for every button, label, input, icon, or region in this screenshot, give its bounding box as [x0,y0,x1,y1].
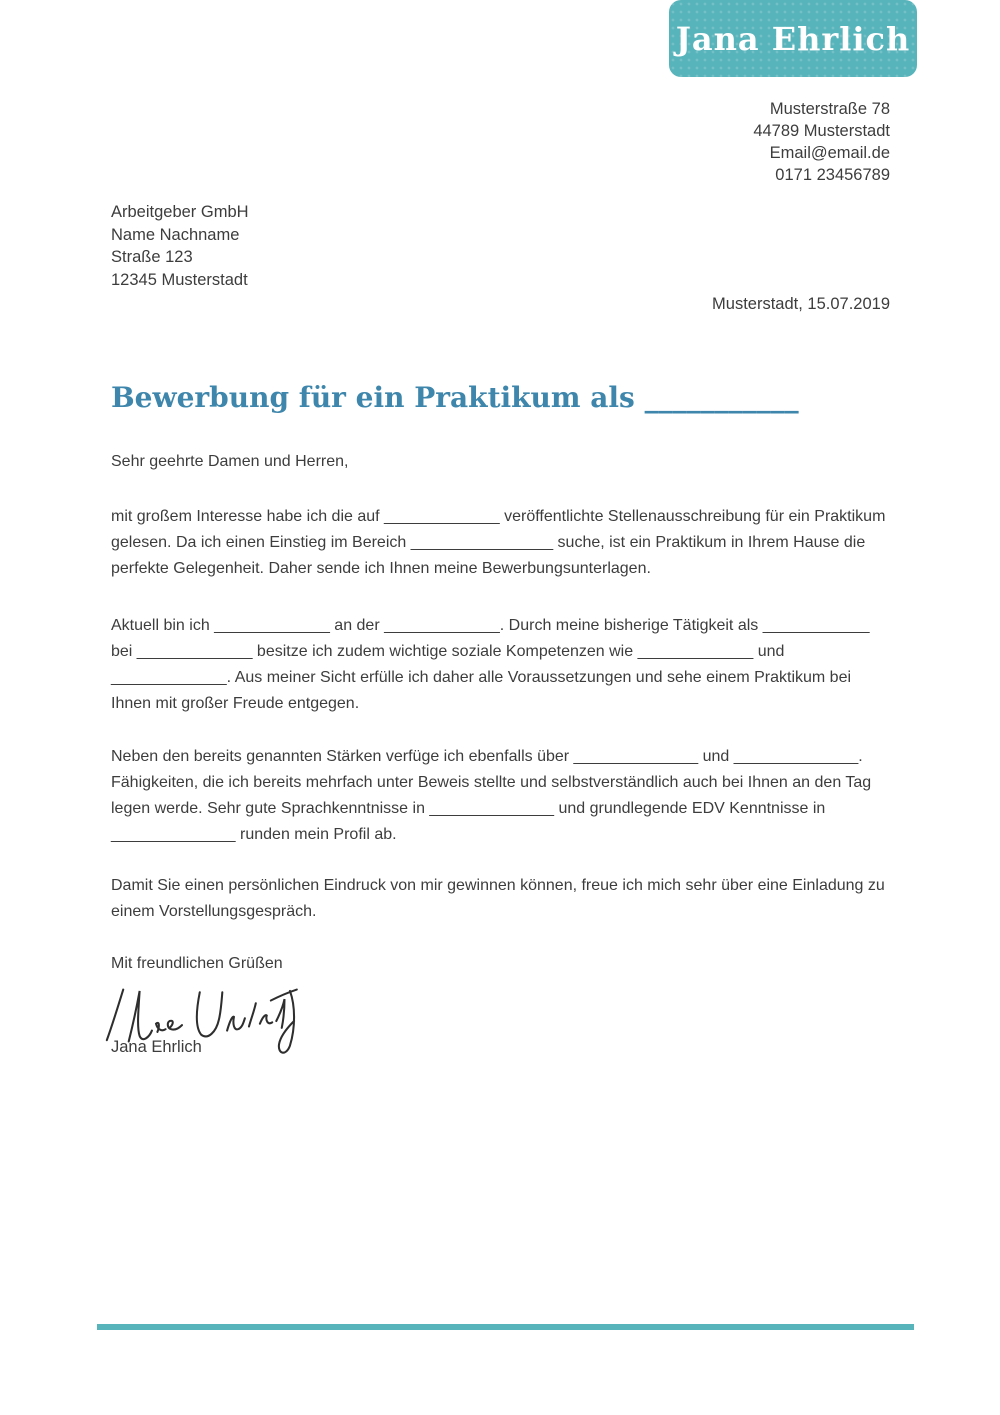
sender-name-box [669,0,917,77]
subject-heading: Bewerbung für ein Praktikum als ___________ [111,381,799,414]
signature-name: Jana Ehrlich [111,1038,202,1056]
recipient-line: 12345 Musterstadt [111,270,248,289]
date-line: Musterstadt, 15.07.2019 [712,295,890,313]
recipient-line: Arbeitgeber GmbH [111,203,249,221]
closing-formula: Mit freundlichen Grüßen [111,955,283,972]
sender-address-line: Musterstraße 78 [769,100,890,118]
paragraph: Damit Sie einen persönlichen Eindruck von mir gewinnen können, freue ich mich sehr über eine Einladung zu einem Vorstellungsgespräch. [111,877,885,920]
paragraph: mit großem Interesse habe ich die auf _____________ veröffentlichte Stellenausschreibung für ein Praktikum gelesen. Da ich einen Einstieg im Bereich ________________ suche, ist ein Praktikum in Ihrem Hause die perfekte Gelegenheit. Daher sende ich Ihnen meine Bewerbungsunterlagen. [111,508,886,577]
sender-address-block [753,98,890,186]
sender-address-line: Email@email.de [769,144,890,162]
salutation: Sehr geehrte Damen und Herren, [111,453,349,470]
paragraph: Neben den bereits genannten Stärken verfüge ich ebenfalls über ______________ und ______________. Fähigkeiten, die ich bereits mehrfach unter Beweis stellte und selbstverständlich auch bei Ihnen an den Tag legen werde. Sehr gute Sprachkenntnisse in ______________ und grundlegende EDV Kenntnisse in ______________ runden mein Profil ab. [111,748,872,843]
sender-name: Jana Ehrlich [675,19,911,58]
paragraph: Aktuell bin ich _____________ an der _____________. Durch meine bisherige Tätigkeit als ____________ bei _____________ besitze ich zudem wichtige soziale Kompetenzen wie _____________ und _____________. Aus meiner Sicht erfülle ich daher alle Voraussetzungen und sehe einem Praktikum bei Ihnen mit großer Freude entgegen. [111,617,870,712]
recipient-block [111,201,249,291]
sender-address-line: 0171 23456789 [775,166,890,184]
recipient-line: Name Nachname [111,225,240,244]
footer-divider [97,1324,914,1330]
sender-address-line: 44789 Musterstadt [753,122,890,140]
recipient-line: Straße 123 [111,248,193,266]
